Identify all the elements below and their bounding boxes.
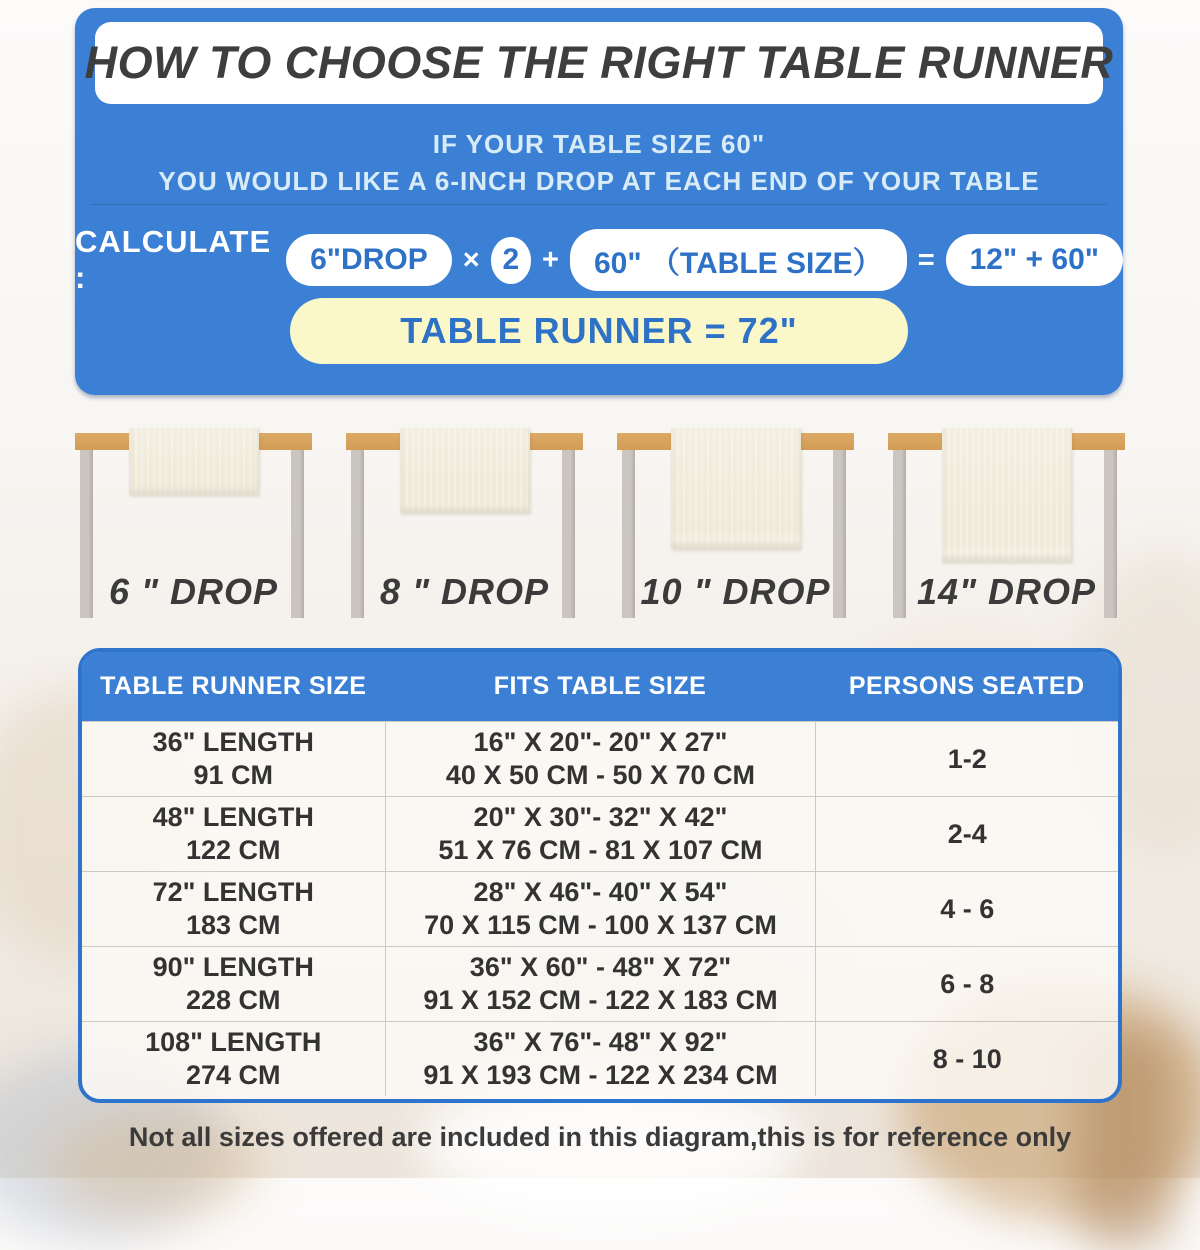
table-row bbox=[82, 721, 1118, 796]
page-title-band bbox=[84, 22, 1114, 104]
table-illustration-8-drop bbox=[346, 425, 583, 645]
table-size-pill: 60" （TABLE SIZE） bbox=[570, 229, 907, 291]
drop-label: 10 " DROP bbox=[640, 571, 831, 612]
drop-illustrations bbox=[75, 425, 1125, 645]
table-row bbox=[82, 871, 1118, 946]
size-chart bbox=[78, 648, 1122, 1103]
size-chart-body bbox=[82, 721, 1118, 1096]
instruction-panel bbox=[75, 8, 1123, 395]
table-row bbox=[82, 946, 1118, 1021]
drop-label: 6 " DROP bbox=[108, 571, 279, 612]
runner-size-cell: 90" LENGTH 228 CM bbox=[152, 952, 314, 1015]
column-header-runner-size: TABLE RUNNER SIZE bbox=[100, 672, 367, 700]
table-illustration-10-drop bbox=[617, 425, 854, 645]
table-illustration-6-drop bbox=[75, 425, 312, 645]
column-header-fits-table: FITS TABLE SIZE bbox=[493, 672, 707, 700]
fits-size-cell: 28" X 46"- 40" X 54" 70 X 115 CM - 100 X 137 CM bbox=[385, 872, 816, 946]
persons-cell: 2-4 bbox=[815, 797, 1118, 871]
sum-pill: 12" + 60" bbox=[946, 234, 1123, 286]
fits-size-cell: 36" X 76"- 48" X 92" 91 X 193 CM - 122 X 234 CM bbox=[385, 1022, 816, 1096]
persons-cell: 4 - 6 bbox=[815, 872, 1118, 946]
equals-operator: = bbox=[917, 243, 935, 276]
footnote: Not all sizes offered are included in this diagram,this is for reference only bbox=[128, 1122, 1072, 1152]
fits-size-cell: 20" X 30"- 32" X 42" 51 X 76 CM - 81 X 107 CM bbox=[385, 797, 816, 871]
page-title: HOW TO CHOOSE THE RIGHT TABLE RUNNER bbox=[84, 37, 1114, 88]
runner-size-cell: 108" LENGTH 274 CM bbox=[145, 1027, 322, 1090]
runner-size-cell: 36" LENGTH 91 CM bbox=[152, 727, 314, 790]
table-runner-cloth bbox=[400, 428, 530, 513]
calculate-label: CALCULATE : bbox=[75, 224, 272, 295]
multiply-operator: × bbox=[462, 243, 480, 276]
table-row bbox=[82, 1021, 1118, 1096]
table-runner-cloth bbox=[129, 428, 259, 495]
divider bbox=[91, 204, 1107, 205]
size-chart-header bbox=[82, 652, 1118, 721]
persons-cell: 6 - 8 bbox=[815, 947, 1118, 1021]
fits-size-cell: 16" X 20"- 20" X 27" 40 X 50 CM - 50 X 70 CM bbox=[385, 722, 816, 796]
factor-pill: 2 bbox=[491, 237, 531, 284]
persons-cell: 8 - 10 bbox=[815, 1022, 1118, 1096]
result-text: TABLE RUNNER = 72" bbox=[400, 310, 798, 351]
runner-size-cell: 48" LENGTH 122 CM bbox=[152, 802, 314, 865]
subtitle-line-1: IF YOUR TABLE SIZE 60" bbox=[432, 129, 766, 159]
persons-cell: 1-2 bbox=[815, 722, 1118, 796]
subtitle-block bbox=[75, 126, 1123, 200]
drop-label: 8 " DROP bbox=[379, 571, 550, 612]
table-illustration-14-drop bbox=[888, 425, 1125, 645]
runner-size-cell: 72" LENGTH 183 CM bbox=[152, 877, 314, 940]
table-runner-cloth bbox=[942, 428, 1072, 562]
drop-label: 14" DROP bbox=[916, 571, 1097, 612]
subtitle-line-2: YOU WOULD LIKE A 6-INCH DROP AT EACH END OF YOUR TABLE bbox=[158, 166, 1040, 196]
table-runner-cloth bbox=[671, 428, 801, 549]
column-header-persons: PERSONS SEATED bbox=[848, 672, 1085, 700]
calculation-row bbox=[75, 224, 1123, 295]
fits-size-cell: 36" X 60" - 48" X 72" 91 X 152 CM - 122 X 183 CM bbox=[385, 947, 816, 1021]
plus-operator: + bbox=[542, 243, 559, 276]
table-row bbox=[82, 796, 1118, 871]
drop-value-pill: 6"DROP bbox=[286, 234, 452, 286]
result-pill bbox=[290, 298, 908, 364]
